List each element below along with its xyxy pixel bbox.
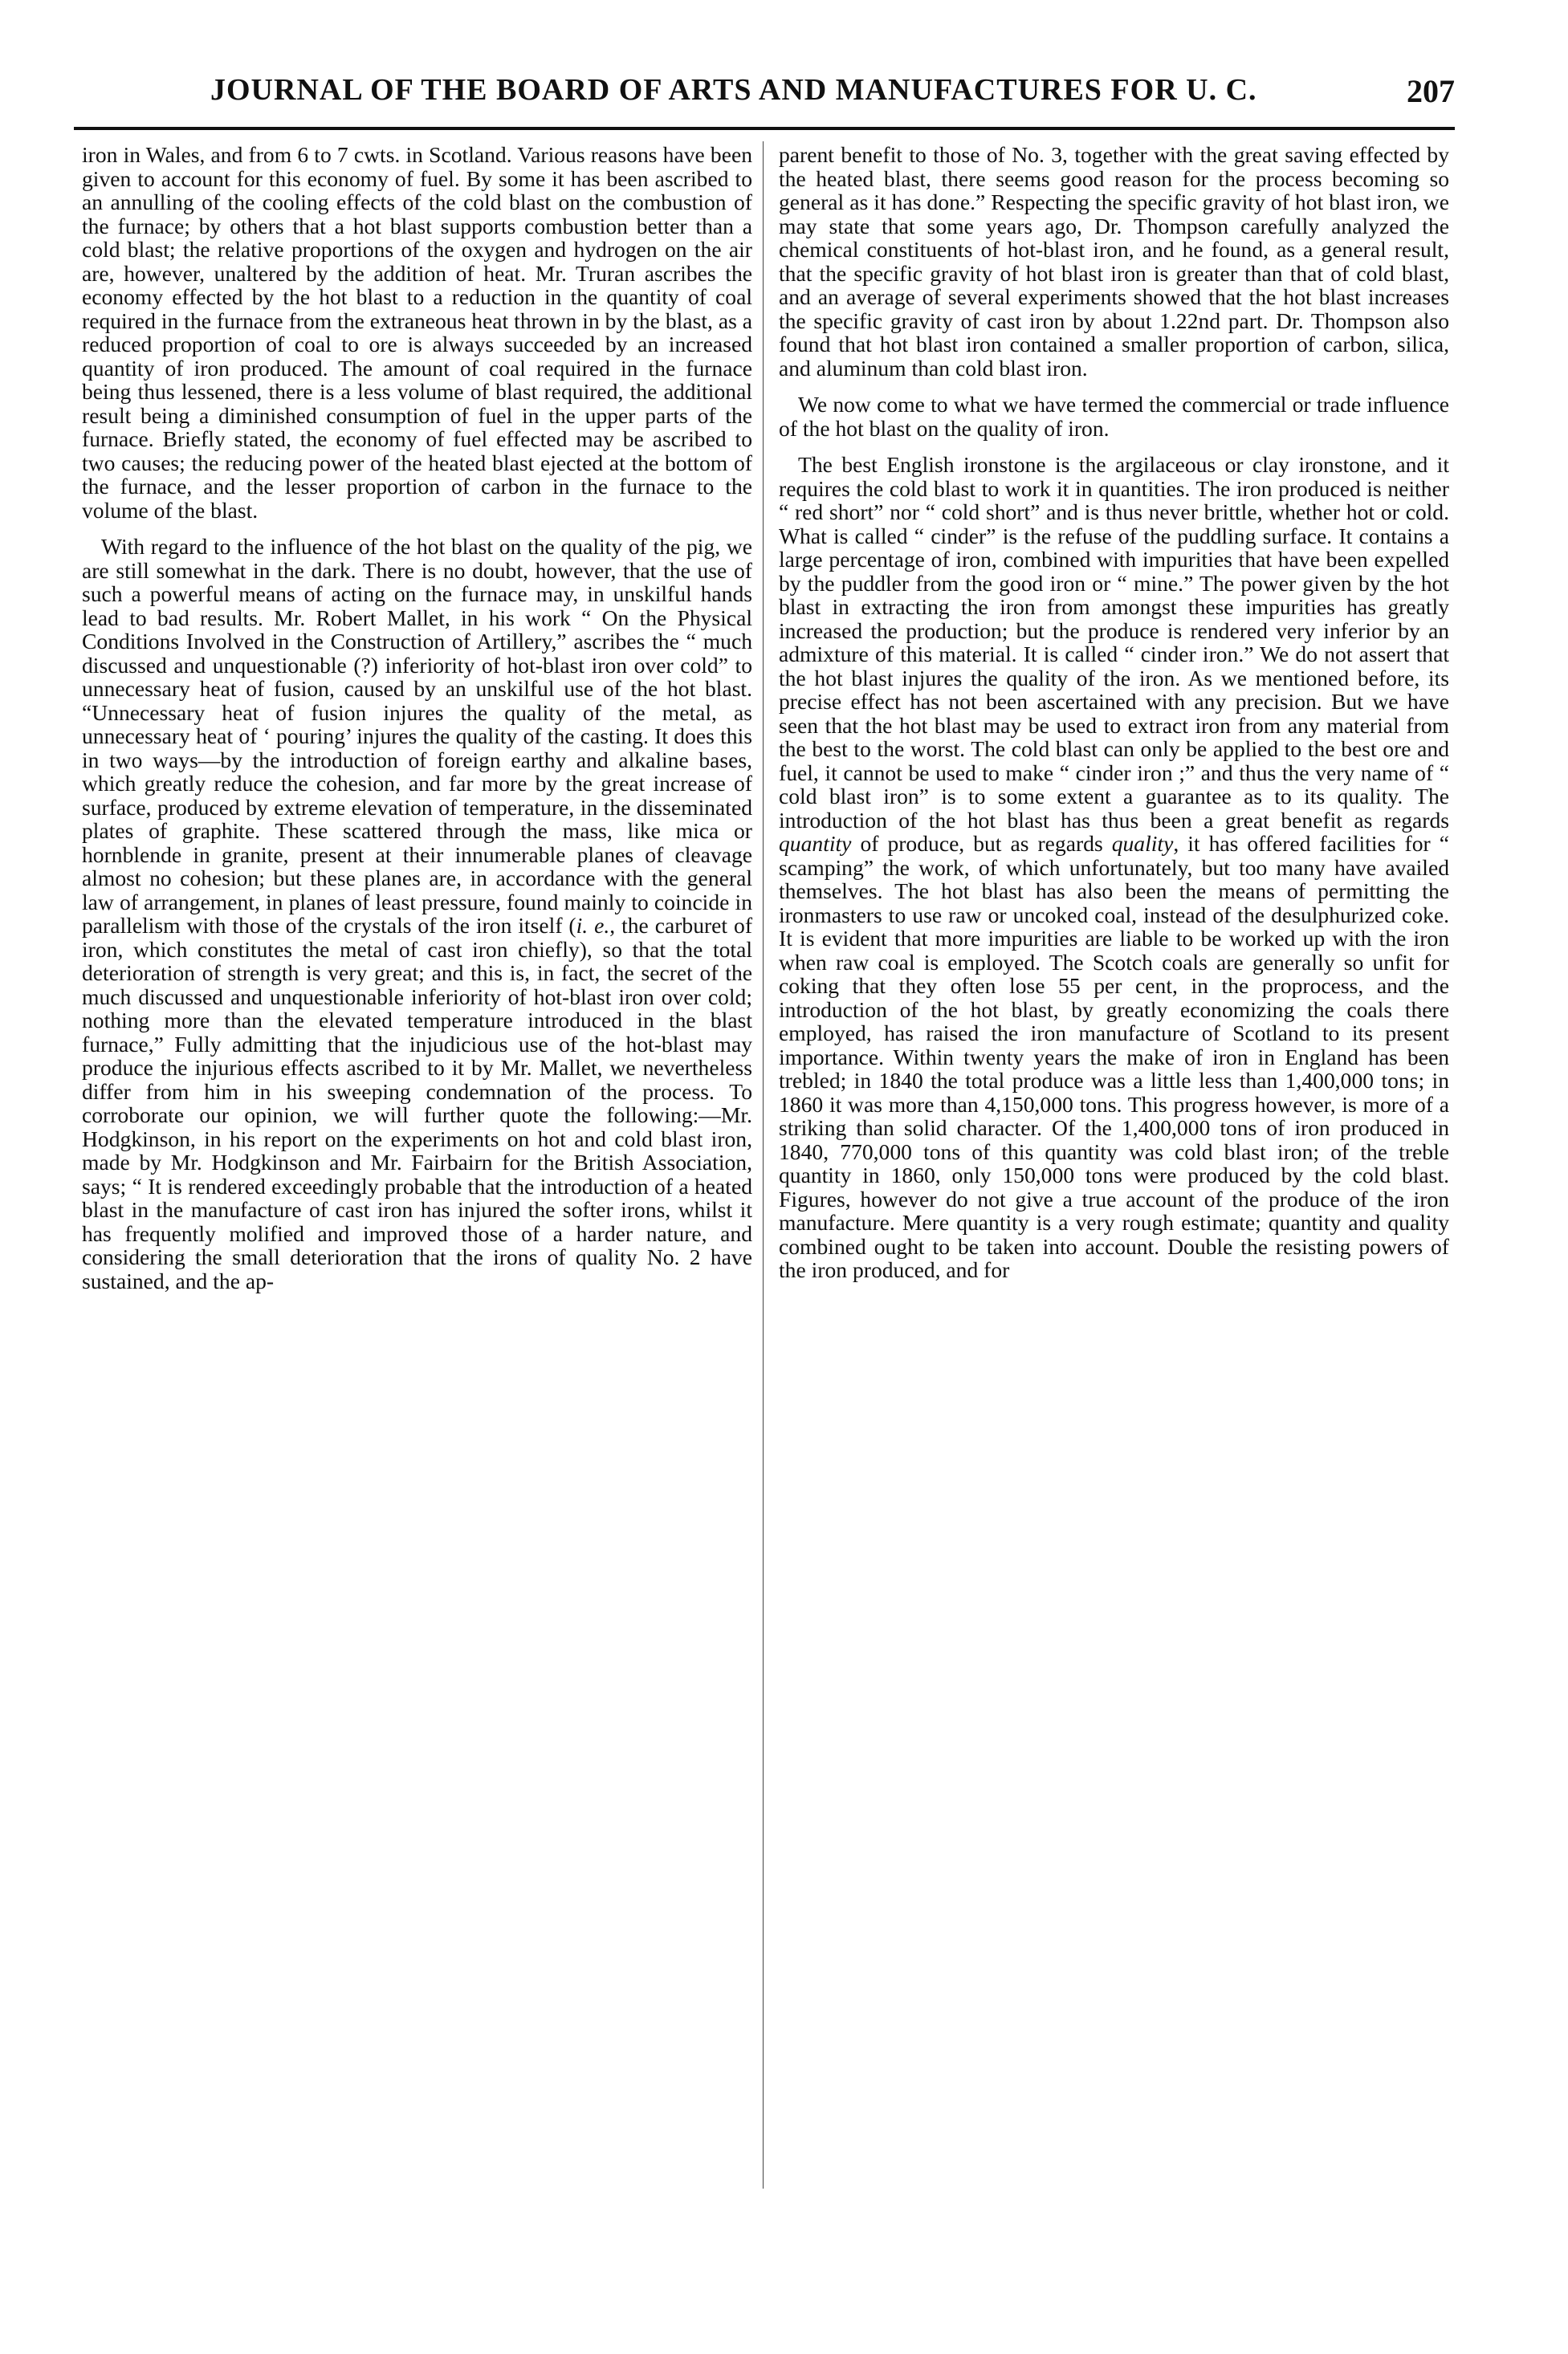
left-paragraph-2-italic: i. e. (576, 913, 610, 938)
left-paragraph-2-text: With regard to the influence of the hot blast on the quality of the pig, we are still somewhat in the dark. There is no doubt, however, that the use of such a powerful means of acting on the furnace may, in unskilful hands lead to bad results. Mr. Robert Mallet, in his work “ On the Physical Conditions Involved in the Construction of Artillery,” ascribes the “ much discussed and unquestionable (?) inferiority of hot-blast iron over cold” to unnecessary heat of fusion, caused by an unskilful use of the hot blast. “Unnecessary heat of fusion injures the quality of the metal, as unnecessary heat of ‘ pouring’ injures the quality of the casting. It does this in two ways—by the introduction of foreign earthy and alkaline bases, which greatly reduce the cohesion, and far more by the great increase of surface, produced by extreme elevation of temperature, in the disseminated plates of graphite. These scattered through the mass, like mica or hornblende in granite, present at their innumerable planes of cleavage almost no cohesion; but these planes are, in accordance with the general law of arrangement, in planes of least pressure, found mainly to coincide in parallelism with those of the crystals of the iron itself ( (82, 534, 752, 938)
left-paragraph-2 (82, 535, 752, 1293)
page-number: 207 (1407, 73, 1455, 109)
column-divider (763, 141, 764, 2189)
right-column (779, 143, 1449, 2198)
right-paragraph-3-part-c: , it has offered facilities for “ scamping” the work, of which unfortunately, but too many have availed themselves. The hot blast has also been the means of permitting the ironmasters to use raw or uncoked coal, instead of the desulphurized coke. It is evident that more impurities are liable to be worked up with the iron when raw coal is employed. The Scotch coals are generally so unfit for coking that they often lose 55 per cent, in the proprocess, and the introduction of the hot blast, by greatly economizing the coals there employed, has raised the iron manufacture of Scotland to its present importance. Within twenty years the make of iron in England has been trebled; in 1840 the total produce was a little less than 1,400,000 tons; in 1860 it was more than 4,150,000 tons. This progress however, is more of a striking than solid character. Of the 1,400,000 tons of iron produced in 1840, 770,000 tons of this quantity was cold blast iron; of the treble quantity in 1860, only 150,000 tons were produced by the cold blast. Figures, however do not give a true account of the produce of the iron manufacture. Mere quantity is a very rough estimate; quantity and quality combined ought to be taken into account. Double the resisting powers of the iron produced, and for (779, 831, 1449, 1282)
right-paragraph-3 (779, 453, 1449, 1282)
right-paragraph-3-italic-quality: quality (1111, 831, 1174, 856)
right-paragraph-3-part-a: The best English ironstone is the argilaceous or clay ironstone, and it requires the cold blast to work it in quantities. The iron produced is neither “ red short” nor “ cold short” and is thus never brittle, whether hot or cold. What is called “ cinder” is the refuse of the puddling surface. It contains a large percentage of iron, combined with impurities that have been expelled by the puddler from the good iron or “ mine.” The power given by the hot blast in extracting the iron from amongst these impurities has greatly increased the production; but the produce is rendered very inferior by an admixture of this material. It is called “ cinder iron.” We do not assert that the hot blast injures the quality of the iron. As we mentioned before, its precise effect has not been ascertained with any precision. But we have seen that the hot blast may be used to extract iron from any material from the best to the worst. The cold blast can only be applied to the best ore and fuel, it cannot be used to make “ cinder iron ;” and thus the very name of “ cold blast iron” is to some extent a guarantee as to its quality. The introduction of the hot blast has thus been a great benefit as regards (779, 452, 1449, 833)
right-paragraph-3-italic-quantity: quantity (779, 831, 852, 856)
running-header (74, 67, 1471, 124)
left-paragraph-1: iron in Wales, and from 6 to 7 cwts. in Scotland. Various reasons have been given to account for this economy of fuel. By some it has been ascribed to an annulling of the cooling effects of the cold blast on the combustion of the furnace; by others that a hot blast supports combustion better than a cold blast; the relative proportions of the oxygen and hydrogen on the air are, however, unaltered by the addition of heat. Mr. Truran ascribes the economy effected by the hot blast to a reduction in the quantity of coal required in the furnace from the extraneous heat thrown in by the blast, as a reduced proportion of coal to ore is always succeeded by an increased quantity of iron produced. The amount of coal required in the furnace being thus lessened, there is a less volume of blast required, the additional result being a diminished consumption of fuel in the upper parts of the furnace. Briefly stated, the economy of fuel effected may be ascribed to two causes; the reducing power of the heated blast ejected at the bottom of the furnace, and the lesser proportion of carbon in the furnace to the volume of the blast. (82, 142, 752, 523)
left-column (82, 143, 752, 2198)
journal-title: JOURNAL OF THE BOARD OF ARTS AND MANUFACTURES FOR U. C. (210, 73, 1257, 107)
header-rule (74, 127, 1455, 130)
right-paragraph-3-part-b: of produce, but as regards (851, 831, 1112, 856)
right-paragraph-1: parent benefit to those of No. 3, together with the great saving effected by the heated blast, there seems good reason for the process becoming so general as it has done.” Respecting the specific gravity of hot blast iron, we may state that some years ago, Dr. Thompson carefully analyzed the chemical constituents of hot-blast iron, and he found, as a general result, that the specific gravity of hot blast iron is greater than that of cold blast, and an average of several experiments showed that the hot blast increases the specific gravity of cast iron by about 1.22nd part. Dr. Thompson also found that hot blast iron contained a smaller proportion of carbon, silica, and aluminum than cold blast iron. (779, 142, 1449, 381)
left-paragraph-2-tail: , the carburet of iron, which constitutes the metal of cast iron chiefly), so that the total deterioration of strength is very great; and this is, in fact, the secret of the much discussed and unquestionable inferiority of hot-blast iron over cold; nothing more than the elevated temperature introduced in the blast furnace,” Fully admitting that the injudicious use of the hot-blast may produce the injurious effects ascribed to it by Mr. Mallet, we nevertheless differ from him in his sweeping condemnation of the process. To corroborate our opinion, we will further quote the following:—Mr. Hodgkinson, in his report on the experiments on hot and cold blast iron, made by Mr. Hodgkinson and Mr. Fairbairn for the British Association, says; “ It is rendered exceedingly probable that the introduction of a heated blast in the manufacture of cast iron has injured the softer irons, whilst it has frequently molified and improved those of a harder nature, and considering the small deterioration that the irons of quality No. 2 have sustained, and the ap- (82, 913, 753, 1293)
right-paragraph-2: We now come to what we have termed the commercial or trade influence of the hot blast on the quality of iron. (779, 392, 1449, 441)
